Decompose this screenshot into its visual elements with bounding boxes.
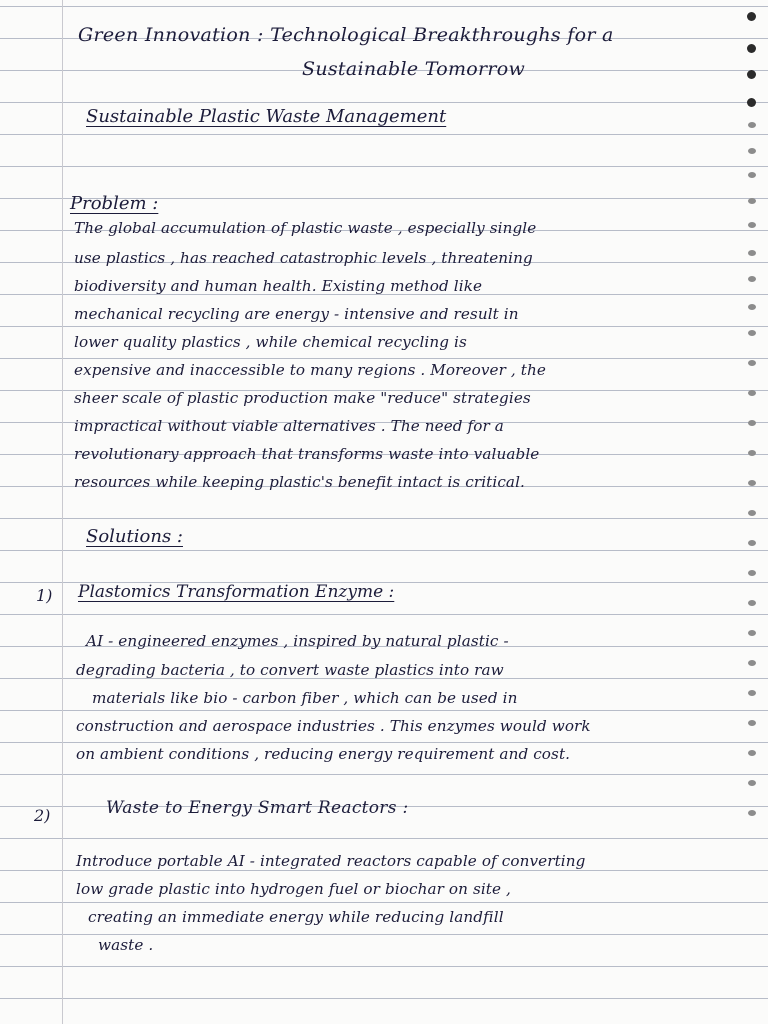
binding-hole [748, 570, 756, 576]
binding-hole [748, 330, 756, 336]
solutions-heading: Solutions : [86, 526, 183, 547]
binding-hole [748, 780, 756, 786]
binding-hole [747, 70, 756, 79]
binding-hole [748, 540, 756, 546]
solution-text-line: construction and aerospace industries . This enzymes would work [76, 717, 591, 735]
binding-hole [748, 630, 756, 636]
section-subtitle: Sustainable Plastic Waste Management [86, 106, 447, 127]
spiral-binding [744, 10, 756, 1010]
problem-text-line: expensive and inaccessible to many regions . Moreover , the [74, 361, 546, 379]
binding-hole [748, 172, 756, 178]
binding-hole [748, 304, 756, 310]
problem-text-line: biodiversity and human health. Existing method like [74, 277, 483, 295]
binding-hole [747, 12, 756, 21]
binding-hole [748, 810, 756, 816]
binding-hole [748, 198, 756, 204]
problem-text-line: use plastics , has reached catastrophic levels , threatening [74, 249, 533, 267]
solution-text-line: creating an immediate energy while reducing landfill [88, 908, 504, 926]
problem-text-line: sheer scale of plastic production make "reduce" strategies [74, 389, 531, 407]
binding-hole [748, 750, 756, 756]
binding-hole [748, 720, 756, 726]
solution-text-line: Introduce portable AI - integrated reactors capable of converting [76, 852, 586, 870]
binding-hole [747, 98, 756, 107]
binding-hole [748, 222, 756, 228]
solution-text-line: waste . [98, 936, 154, 954]
binding-hole [748, 510, 756, 516]
problem-text-line: resources while keeping plastic's benefit intact is critical. [74, 473, 525, 491]
problem-text-line: mechanical recycling are energy - intensive and result in [74, 305, 519, 323]
binding-hole [748, 390, 756, 396]
margin-line [62, 0, 63, 1024]
solution-number: 2) [34, 806, 51, 825]
binding-hole [748, 360, 756, 366]
binding-hole [748, 420, 756, 426]
solution-number: 1) [36, 586, 53, 605]
solution-text-line: AI - engineered enzymes , inspired by natural plastic - [86, 632, 509, 650]
title-line-1: Green Innovation : Technological Breakthroughs for a [78, 24, 614, 46]
binding-hole [748, 122, 756, 128]
solution-text-line: low grade plastic into hydrogen fuel or biochar on site , [76, 880, 511, 898]
solution-text-line: materials like bio - carbon fiber , which can be used in [92, 689, 518, 707]
binding-hole [748, 600, 756, 606]
problem-text-line: revolutionary approach that transforms waste into valuable [74, 445, 540, 463]
solution-title: Plastomics Transformation Enzyme : [78, 582, 395, 602]
binding-hole [748, 480, 756, 486]
binding-hole [748, 148, 756, 154]
solution-title: Waste to Energy Smart Reactors : [106, 798, 409, 818]
problem-heading: Problem : [70, 193, 159, 214]
problem-text-line: The global accumulation of plastic waste , especially single [74, 219, 537, 237]
binding-hole [748, 250, 756, 256]
title-line-2: Sustainable Tomorrow [302, 58, 526, 80]
binding-hole [748, 276, 756, 282]
problem-text-line: lower quality plastics , while chemical recycling is [74, 333, 467, 351]
binding-hole [748, 450, 756, 456]
problem-text-line: impractical without viable alternatives . The need for a [74, 417, 504, 435]
binding-hole [748, 660, 756, 666]
binding-hole [747, 44, 756, 53]
solution-text-line: degrading bacteria , to convert waste plastics into raw [76, 661, 504, 679]
solution-text-line: on ambient conditions , reducing energy requirement and cost. [76, 745, 571, 763]
binding-hole [748, 690, 756, 696]
